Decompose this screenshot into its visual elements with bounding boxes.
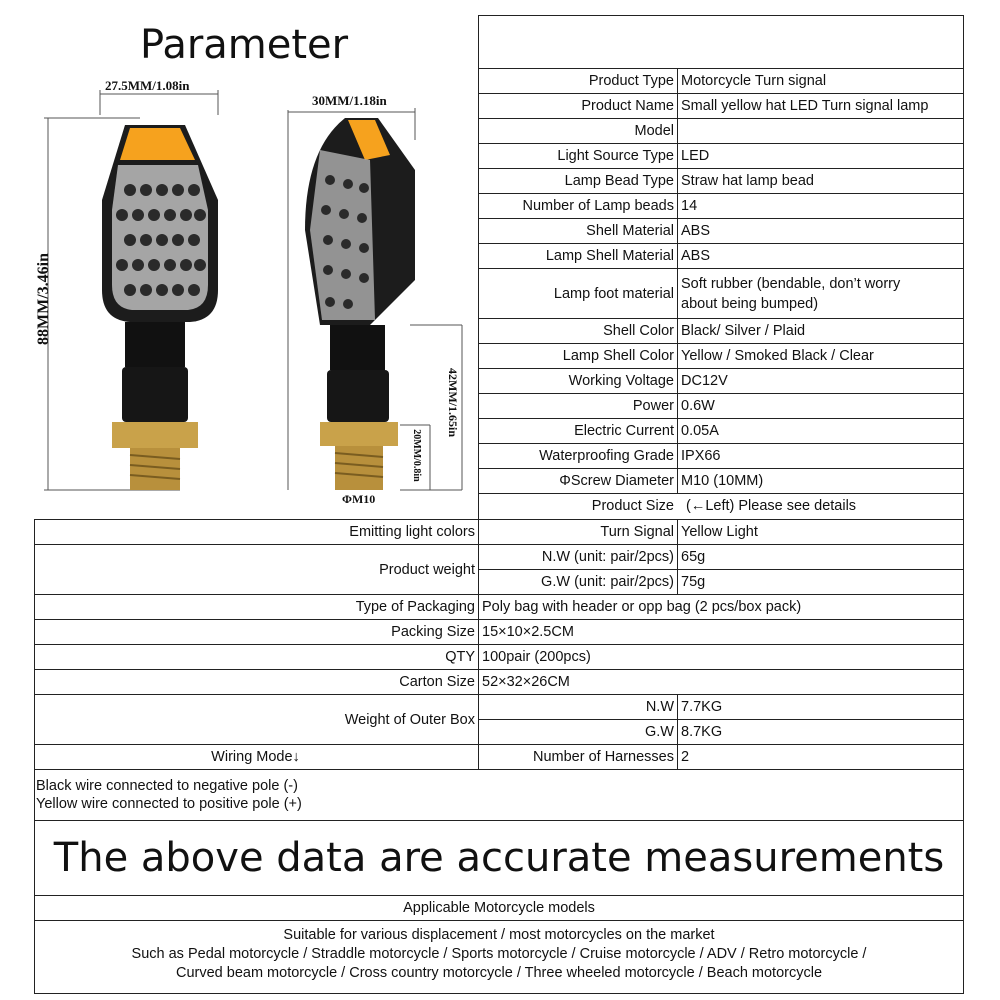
wiring-line-negative: Black wire connected to negative pole (-) [36,778,298,794]
spec-label: Shell Material [586,223,674,239]
screw-dimension: ΦM10 [342,492,376,506]
weight-nw-label: N.W (unit: pair/2pcs) [541,549,674,565]
applicable-title: Applicable Motorcycle models [403,900,595,916]
stem-dimension: 42MM/1.65in [446,368,460,437]
spec-value-line1: Soft rubber (bendable, don’t worry [681,276,901,292]
spec-label: Light Source Type [557,148,674,164]
spec-label: Product Name [581,98,674,114]
spec-value-line2: about being bumped) [681,296,819,312]
spec-label: ΦScrew Diameter [559,473,674,489]
weight-nw-value: 65g [681,549,706,565]
page-title: Parameter [140,22,349,68]
spec-label: Lamp foot material [553,286,674,302]
packaging-value: 52×32×26CM [482,674,570,690]
applicable-line: Suitable for various displacement / most motorcycles on the market [283,927,715,943]
weight-gw-label: G.W (unit: pair/2pcs) [541,574,674,590]
packaging-value: 100pair (200pcs) [482,649,591,665]
emitting-value: Yellow Light [681,524,758,540]
spec-value: 0.05A [681,423,719,439]
spec-value: 14 [681,198,698,214]
emitting-sub-label: Turn Signal [600,524,674,540]
outer-box-label: Weight of Outer Box [344,712,475,728]
packaging-value: Poly bag with header or opp bag (2 pcs/box pack) [482,599,802,615]
spec-label: Product Type [588,73,674,89]
outer-box-gw-label: G.W [645,724,674,740]
accuracy-note: The above data are accurate measurements [53,835,945,881]
emitting-label: Emitting light colors [349,524,475,540]
applicable-line: Curved beam motorcycle / Cross country motorcycle / Three wheeled motorcycle / Beach motorcycle [175,965,823,981]
wiring-line-positive: Yellow wire connected to positive pole (+) [36,796,302,812]
side-width-dimension: 30MM/1.18in [312,93,387,108]
spec-value: M10 (10MM) [681,473,764,489]
outer-box-gw-value: 8.7KG [681,724,723,740]
spec-label: Lamp Shell Material [545,248,674,264]
outer-box-nw-value: 7.7KG [681,699,723,715]
harness-label: Number of Harnesses [532,749,674,765]
spec-value: Small yellow hat LED Turn signal lamp [681,98,929,114]
spec-label: Shell Color [603,323,674,339]
spec-value: Motorcycle Turn signal [681,73,827,89]
thread-dimension: 20MM/0.8in [410,429,422,482]
outer-box-nw-label: N.W [645,699,674,715]
spec-label: Electric Current [574,423,674,439]
spec-value: ABS [681,223,711,239]
spec-label: Model [634,123,674,139]
spec-value: (←Left) Please see details [686,498,857,514]
packaging-label: Type of Packaging [355,599,475,615]
spec-value: IPX66 [681,448,721,464]
packaging-label: Packing Size [391,624,475,640]
spec-label: Lamp Shell Color [562,348,674,364]
spec-label: Working Voltage [568,373,674,389]
spec-value: Yellow / Smoked Black / Clear [681,348,874,364]
packaging-label: Carton Size [399,674,475,690]
packaging-label: QTY [445,649,475,665]
wiring-label: Wiring Mode↓ [211,749,300,765]
spec-label: Waterproofing Grade [539,448,674,464]
spec-value: Black/ Silver / Plaid [681,323,806,339]
spec-label: Power [632,398,674,414]
height-dimension: 88MM/3.46in [35,253,52,345]
front-width-dimension: 27.5MM/1.08in [105,78,190,93]
side-view-lamp [305,118,415,490]
spec-value: LED [681,148,710,164]
applicable-line: Such as Pedal motorcycle / Straddle motorcycle / Sports motorcycle / Cruise motorcycle / ADV / Retro motorcycle / [131,946,867,962]
weight-label: Product weight [379,562,475,578]
spec-label: Lamp Bead Type [564,173,674,189]
spec-value: 0.6W [681,398,715,414]
spec-label: Number of Lamp beads [522,198,674,214]
harness-value: 2 [681,749,690,765]
spec-value: DC12V [681,373,728,389]
weight-gw-value: 75g [681,574,706,590]
spec-value: ABS [681,248,711,264]
packaging-value: 15×10×2.5CM [482,624,574,640]
front-view-lamp [102,125,218,490]
spec-label: Product Size [591,498,674,514]
spec-value: Straw hat lamp bead [681,173,814,189]
